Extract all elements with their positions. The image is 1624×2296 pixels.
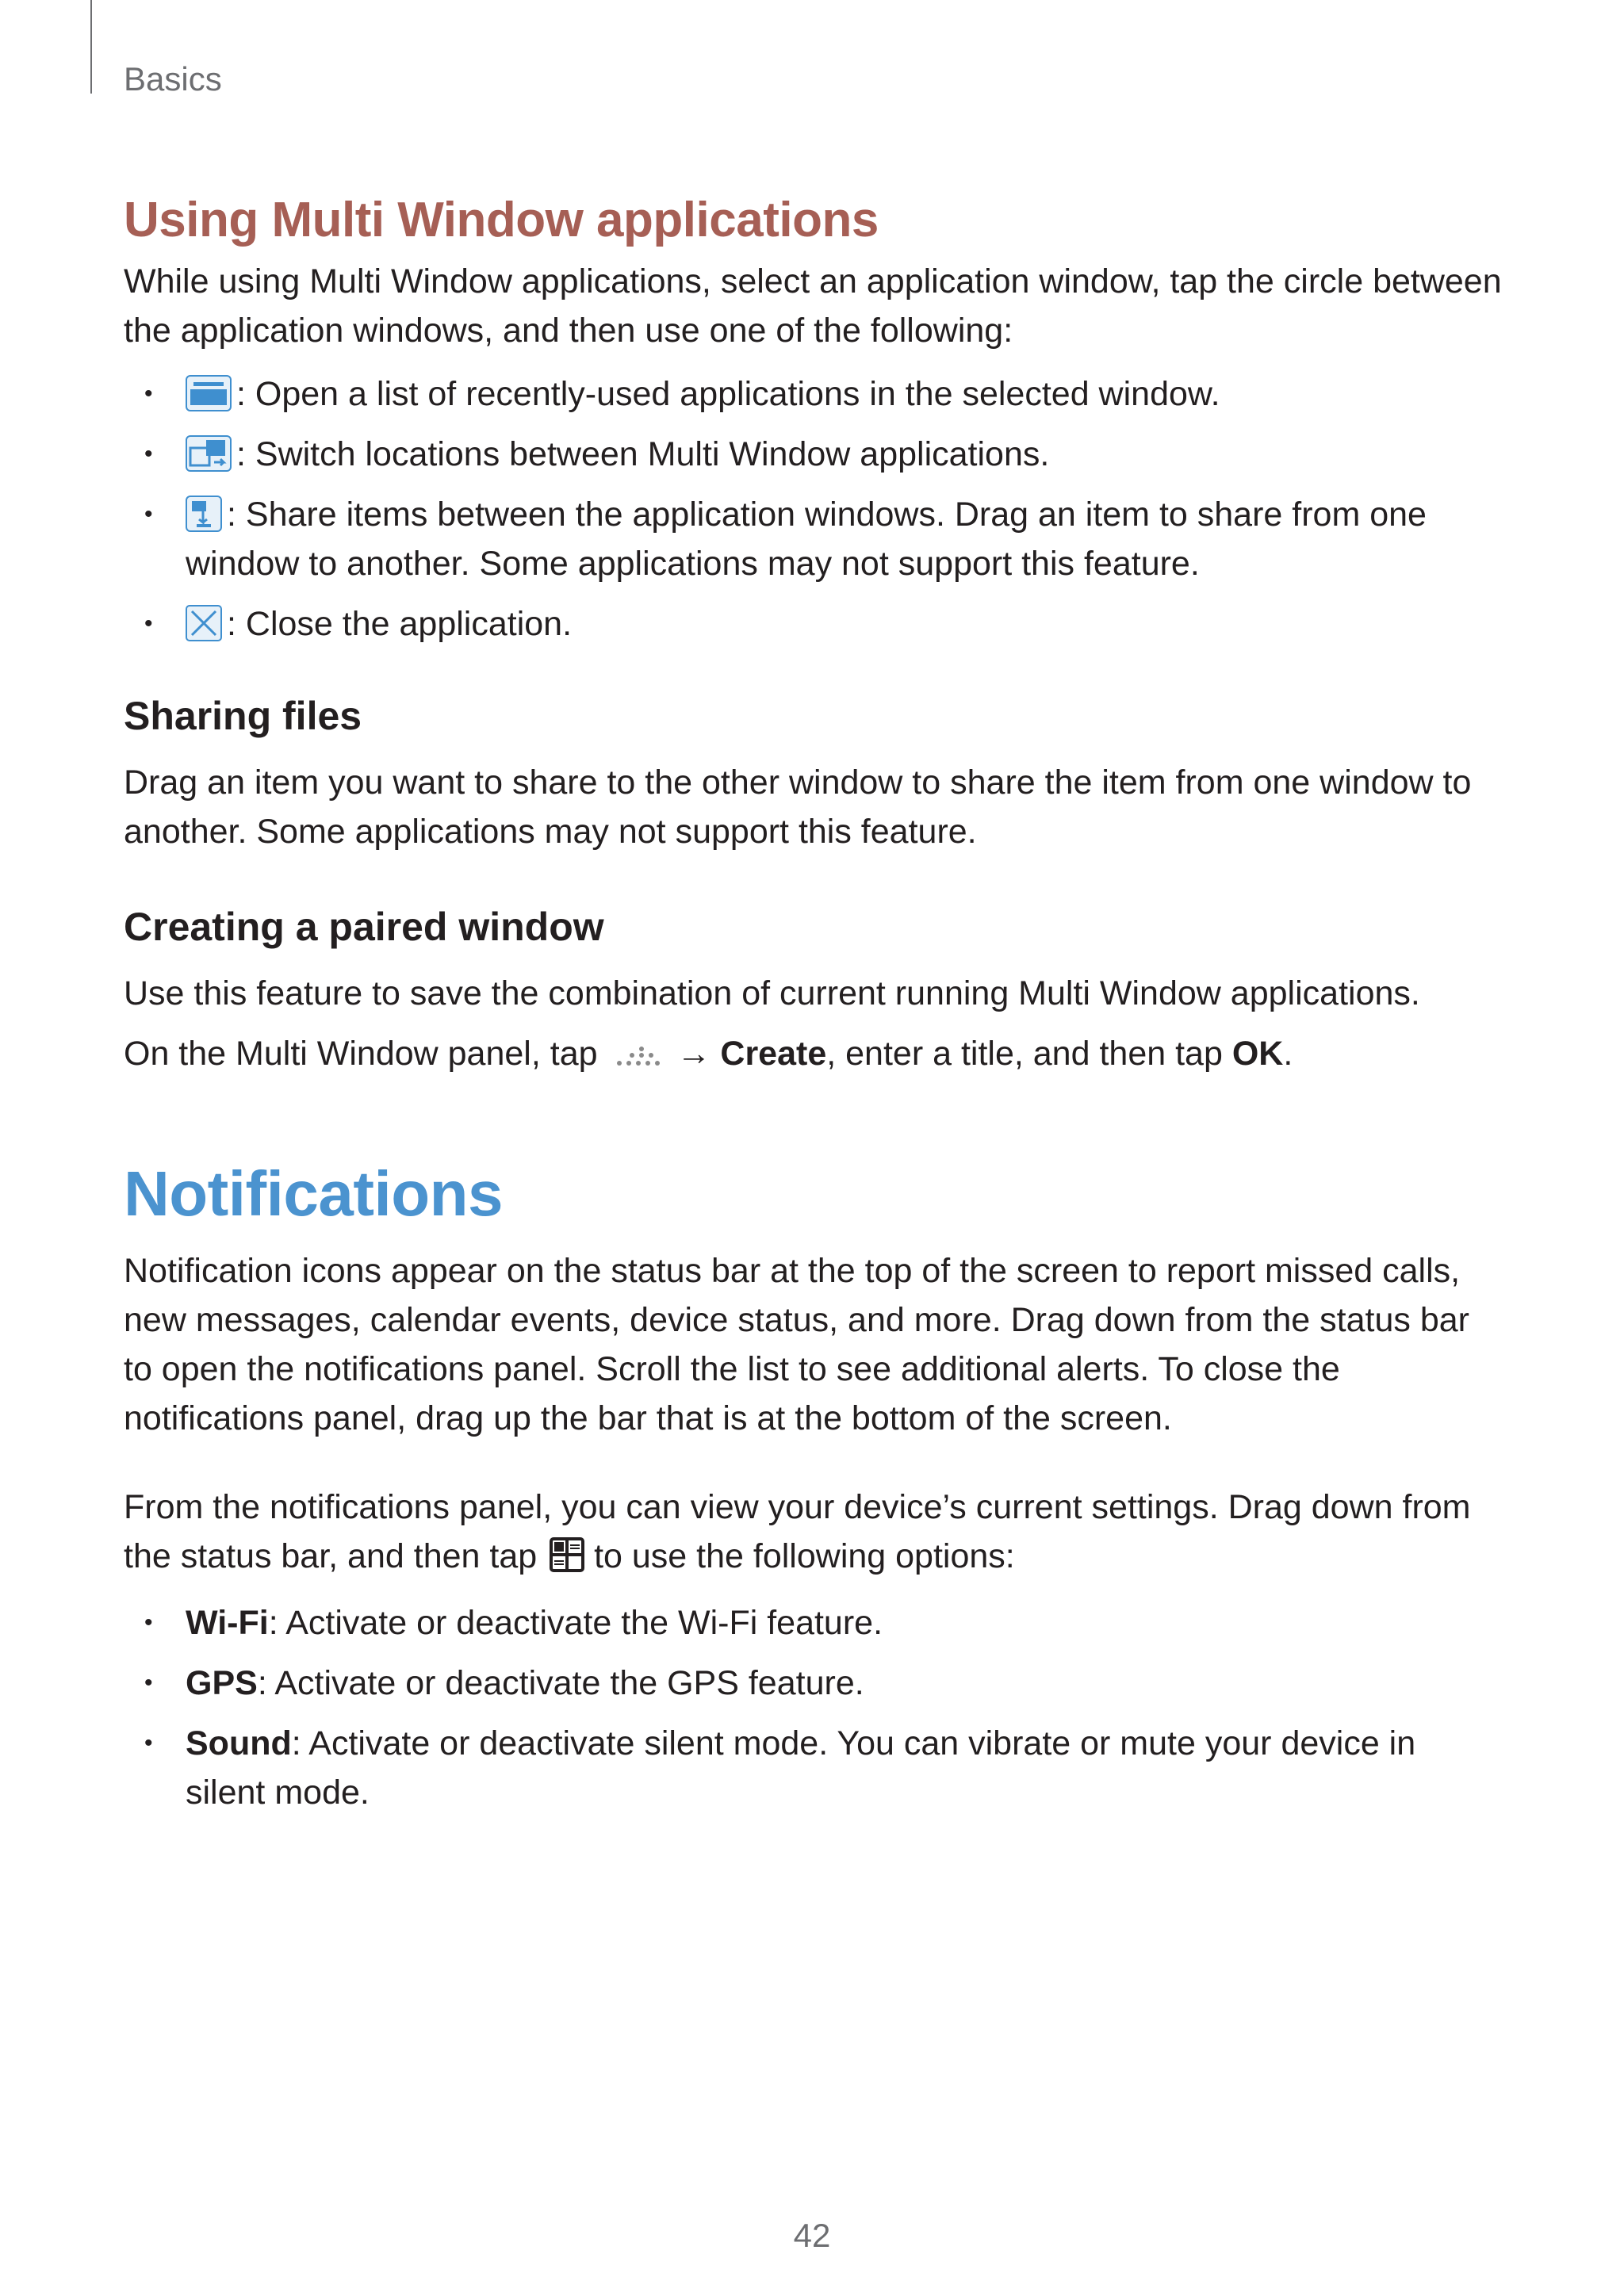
- option-term: Wi-Fi: [186, 1604, 269, 1642]
- create-label: Create: [720, 1035, 827, 1073]
- quick-settings-icon: [550, 1537, 584, 1572]
- option-text: : Close the application.: [227, 605, 573, 643]
- notifications-paragraph-1: Notification icons appear on the status bar at the top of the screen to report missed calls, new messages, calendar events, device status, and more. Drag down from the status bar to open the notifications panel. Scroll the list to see additional alerts. To close the notifications panel, drag up the bar that is at the bottom of the screen.: [124, 1252, 1469, 1437]
- section-title-multi-window: Using Multi Window applications: [124, 193, 879, 247]
- option-text: : Open a list of recently-used applications in the selected window.: [236, 375, 1220, 413]
- option-term: Sound: [186, 1724, 292, 1762]
- list-item: [124, 599, 1503, 649]
- more-options-icon: [613, 1044, 664, 1068]
- step-arrow: →: [667, 1035, 721, 1073]
- multi-window-options: [124, 369, 1503, 649]
- list-item: [124, 1598, 1503, 1647]
- margin-rule: [90, 0, 92, 94]
- option-text: : Share items between the application windows. Drag an item to share from one window to another. Some applications may not support this feature.: [186, 496, 1427, 583]
- share-items-icon: [186, 496, 222, 532]
- list-item: [124, 1719, 1503, 1817]
- page-number: 42: [793, 2217, 831, 2254]
- step-middle: , enter a title, and then tap: [826, 1035, 1232, 1073]
- ok-label: OK: [1231, 1035, 1284, 1073]
- recent-apps-icon: [186, 375, 232, 411]
- option-desc: : Activate or deactivate silent mode. You can vibrate or mute your device in silent mode.: [186, 1724, 1416, 1812]
- list-item: [124, 1659, 1503, 1708]
- list-item: [124, 430, 1503, 479]
- notifications-paragraph-2: [124, 1483, 1503, 1581]
- para2-after: to use the following options:: [584, 1537, 1015, 1575]
- paired-window-body: Use this feature to save the combination of current running Multi Window applications.: [124, 974, 1420, 1012]
- notification-options: [124, 1598, 1503, 1817]
- option-term: GPS: [186, 1664, 258, 1702]
- option-desc: : Activate or deactivate the GPS feature.: [257, 1664, 864, 1702]
- subsection-title-paired-window: Creating a paired window: [124, 905, 604, 949]
- close-app-icon: [186, 605, 222, 641]
- running-head: Basics: [124, 60, 222, 98]
- option-text: : Switch locations between Multi Window applications.: [236, 435, 1050, 473]
- list-item: [124, 490, 1503, 588]
- para2-before: From the notifications panel, you can view your device’s current settings. Drag down from the status bar, and then tap: [124, 1488, 1471, 1575]
- section-title-notifications: Notifications: [124, 1158, 503, 1229]
- page-content: [124, 187, 1503, 1817]
- step-prefix: On the Multi Window panel, tap: [124, 1035, 598, 1073]
- multi-window-intro: While using Multi Window applications, select an application window, tap the circle between the application windows, and then use one of the following:: [124, 262, 1502, 350]
- switch-windows-icon: [186, 435, 232, 472]
- step-end: .: [1283, 1035, 1293, 1073]
- sharing-files-body: Drag an item you want to share to the other window to share the item from one window to another. Some applications may not support this feature.: [124, 763, 1472, 851]
- list-item: [124, 369, 1503, 419]
- paired-window-step: [124, 1029, 1503, 1078]
- subsection-title-sharing-files: Sharing files: [124, 694, 362, 738]
- option-desc: : Activate or deactivate the Wi-Fi feature.: [268, 1604, 883, 1642]
